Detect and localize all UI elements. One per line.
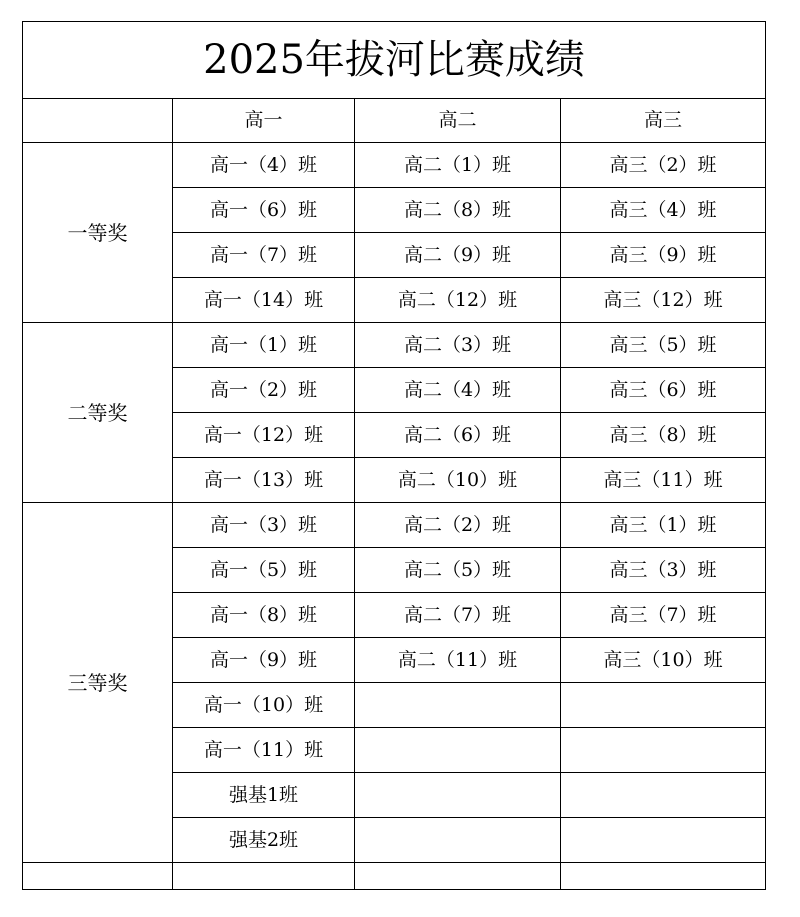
header-grade-2: 高二 (355, 99, 561, 143)
award-label-third-prize: 三等奖 (23, 503, 173, 863)
class-cell: 强基1班 (173, 773, 355, 818)
class-cell (561, 773, 766, 818)
class-cell: 高一（5）班 (173, 548, 355, 593)
class-cell: 高三（12）班 (561, 278, 766, 323)
results-table (22, 21, 766, 890)
class-cell: 高一（11）班 (173, 728, 355, 773)
class-cell: 高一（7）班 (173, 233, 355, 278)
class-cell: 高三（7）班 (561, 593, 766, 638)
class-cell: 高三（2）班 (561, 143, 766, 188)
class-cell: 高三（11）班 (561, 458, 766, 503)
table-body (23, 22, 766, 890)
class-cell (561, 683, 766, 728)
class-cell: 高三（8）班 (561, 413, 766, 458)
class-cell (355, 818, 561, 863)
class-cell: 高二（11）班 (355, 638, 561, 683)
class-cell (355, 683, 561, 728)
class-cell: 高二（9）班 (355, 233, 561, 278)
header-row (23, 99, 766, 143)
class-cell: 高一（3）班 (173, 503, 355, 548)
class-cell: 高一（2）班 (173, 368, 355, 413)
empty-cell (173, 863, 355, 890)
class-cell: 高二（3）班 (355, 323, 561, 368)
class-cell: 高二（2）班 (355, 503, 561, 548)
table-row (23, 323, 766, 368)
class-cell: 高二（8）班 (355, 188, 561, 233)
class-cell: 高三（9）班 (561, 233, 766, 278)
class-cell: 高一（4）班 (173, 143, 355, 188)
header-grade-1: 高一 (173, 99, 355, 143)
empty-cell (23, 863, 173, 890)
header-grade-3: 高三 (561, 99, 766, 143)
class-cell (355, 728, 561, 773)
class-cell: 高二（1）班 (355, 143, 561, 188)
class-cell (561, 728, 766, 773)
class-cell (355, 773, 561, 818)
empty-cell (561, 863, 766, 890)
class-cell: 高三（5）班 (561, 323, 766, 368)
page-title: 2025年拔河比赛成绩 (23, 22, 766, 99)
class-cell: 高一（8）班 (173, 593, 355, 638)
award-label-first-prize: 一等奖 (23, 143, 173, 323)
class-cell: 高二（7）班 (355, 593, 561, 638)
class-cell: 高三（4）班 (561, 188, 766, 233)
header-corner-cell (23, 99, 173, 143)
class-cell: 高三（1）班 (561, 503, 766, 548)
empty-cell (355, 863, 561, 890)
class-cell: 高一（14）班 (173, 278, 355, 323)
class-cell: 高一（9）班 (173, 638, 355, 683)
class-cell: 高一（12）班 (173, 413, 355, 458)
class-cell: 强基2班 (173, 818, 355, 863)
title-row (23, 22, 766, 99)
empty-row (23, 863, 766, 890)
class-cell (561, 818, 766, 863)
table-row (23, 143, 766, 188)
class-cell: 高二（12）班 (355, 278, 561, 323)
class-cell: 高三（3）班 (561, 548, 766, 593)
class-cell: 高一（1）班 (173, 323, 355, 368)
class-cell: 高三（6）班 (561, 368, 766, 413)
class-cell: 高二（10）班 (355, 458, 561, 503)
class-cell: 高一（13）班 (173, 458, 355, 503)
class-cell: 高一（6）班 (173, 188, 355, 233)
award-label-second-prize: 二等奖 (23, 323, 173, 503)
class-cell: 高二（6）班 (355, 413, 561, 458)
class-cell: 高一（10）班 (173, 683, 355, 728)
table-row (23, 503, 766, 548)
class-cell: 高三（10）班 (561, 638, 766, 683)
class-cell: 高二（4）班 (355, 368, 561, 413)
class-cell: 高二（5）班 (355, 548, 561, 593)
